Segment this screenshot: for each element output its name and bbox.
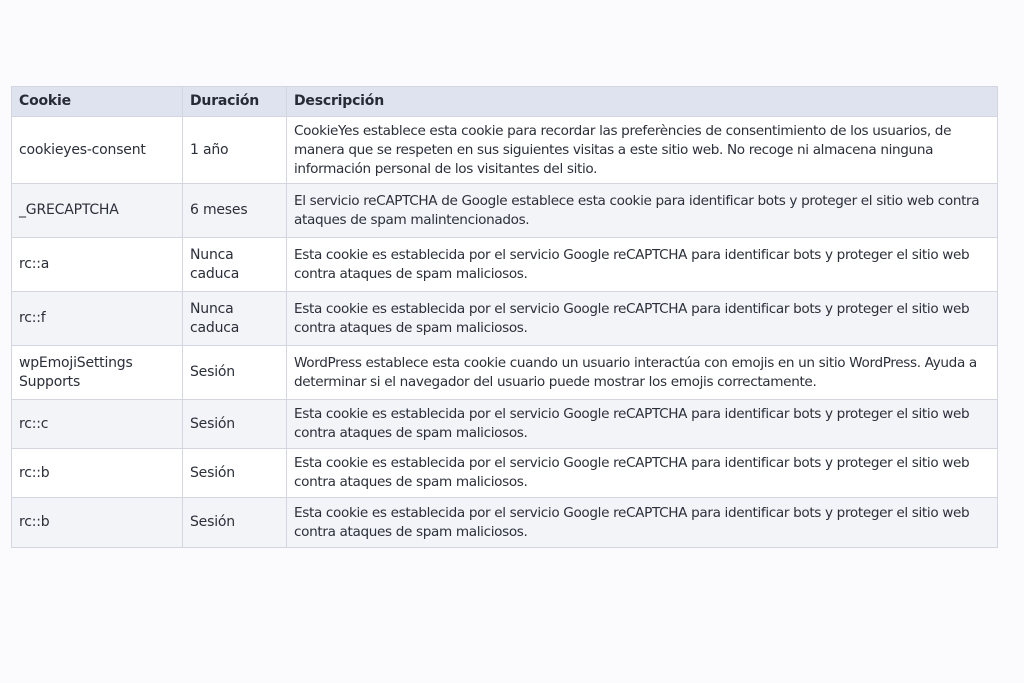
cell-description: Esta cookie es establecida por el servicio Google reCAPTCHA para identificar bots y proteger el sitio web contra ataques de spam maliciosos. [287, 498, 998, 548]
cell-cookie-name: rc::b [12, 449, 183, 498]
table-row [12, 400, 998, 449]
table-row [12, 498, 998, 548]
cell-cookie-name: rc::c [12, 400, 183, 449]
cell-description: Esta cookie es establecida por el servicio Google reCAPTCHA para identificar bots y proteger el sitio web contra ataques de spam maliciosos. [287, 238, 998, 292]
cell-duration: 1 año [183, 117, 287, 184]
cell-description: Esta cookie es establecida por el servicio Google reCAPTCHA para identificar bots y proteger el sitio web contra ataques de spam maliciosos. [287, 400, 998, 449]
table-row [12, 117, 998, 184]
cell-description: Esta cookie es establecida por el servicio Google reCAPTCHA para identificar bots y proteger el sitio web contra ataques de spam maliciosos. [287, 292, 998, 346]
table-row [12, 238, 998, 292]
cell-duration: Sesión [183, 346, 287, 400]
cell-duration: Sesión [183, 449, 287, 498]
table-row [12, 184, 998, 238]
cell-duration: 6 meses [183, 184, 287, 238]
cell-description: CookieYes establece esta cookie para recordar las preferències de consentimiento de los usuarios, de manera que se respeten en sus siguientes visitas a este sitio web. No recoge ni almacena ninguna información personal de los visitantes del sitio. [287, 117, 998, 184]
table-row [12, 449, 998, 498]
cell-duration: Sesión [183, 498, 287, 548]
cell-cookie-name: rc::b [12, 498, 183, 548]
cell-cookie-name: rc::a [12, 238, 183, 292]
table-body [12, 117, 998, 548]
cell-duration: Sesión [183, 400, 287, 449]
cell-cookie-name: wpEmojiSettings Supports [12, 346, 183, 400]
cell-duration: Nunca caduca [183, 238, 287, 292]
cell-cookie-name: _GRECAPTCHA [12, 184, 183, 238]
cell-cookie-name: rc::f [12, 292, 183, 346]
header-row [12, 87, 998, 117]
header-cookie: Cookie [12, 87, 183, 117]
cell-cookie-name: cookieyes-consent [12, 117, 183, 184]
cell-duration: Nunca caduca [183, 292, 287, 346]
cookie-table-container [11, 86, 997, 548]
table-row [12, 346, 998, 400]
table-header [12, 87, 998, 117]
header-description: Descripción [287, 87, 998, 117]
header-duration: Duración [183, 87, 287, 117]
cookie-table [11, 86, 998, 548]
cell-description: Esta cookie es establecida por el servicio Google reCAPTCHA para identificar bots y proteger el sitio web contra ataques de spam maliciosos. [287, 449, 998, 498]
cell-description: WordPress establece esta cookie cuando un usuario interactúa con emojis en un sitio WordPress. Ayuda a determinar si el navegador del usuario puede mostrar los emojis correctamente. [287, 346, 998, 400]
table-row [12, 292, 998, 346]
cell-description: El servicio reCAPTCHA de Google establece esta cookie para identificar bots y proteger el sitio web contra ataques de spam malintencionados. [287, 184, 998, 238]
